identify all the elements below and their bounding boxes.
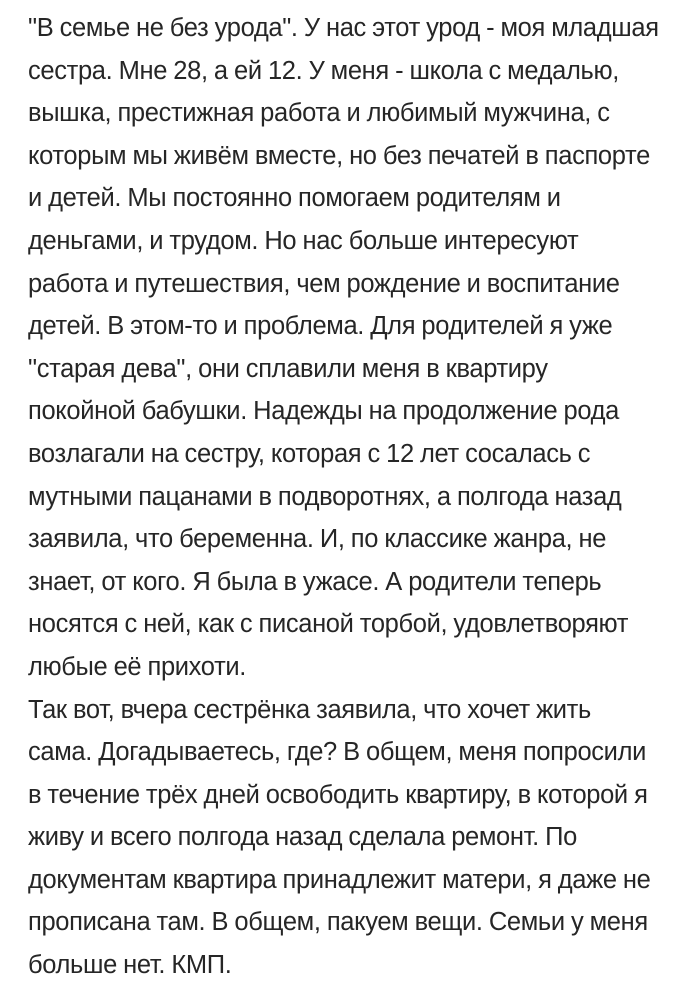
text-line: которым мы живём вместе, но без печатей в паспорте	[28, 141, 650, 170]
text-line: документам квартира принадлежит матери, я даже не	[28, 865, 651, 894]
text-line: заявила, что беременна. И, по классике жанра, не	[28, 525, 607, 554]
text-line: больше нет. КМП.	[28, 951, 232, 980]
text-line: и детей. Мы постоянно помогаем родителям и	[28, 184, 561, 213]
text-line: покойной бабушки. Надежды на продолжение рода	[28, 397, 619, 426]
post-text	[28, 7, 688, 987]
text-line: работа и путешествия, чем рождение и воспитание	[28, 269, 620, 298]
text-line: сама. Догадываетесь, где? В общем, меня попросили	[28, 738, 646, 767]
text-line: в течение трёх дней освободить квартиру, в которой я	[28, 780, 648, 809]
text-line: любые её прихоти.	[28, 652, 247, 681]
text-line: знает, от кого. Я была в ужасе. А родители теперь	[28, 567, 602, 596]
text-line: детей. В этом-то и проблема. Для родителей я уже	[28, 312, 613, 341]
text-line: "старая дева", они сплавили меня в квартиру	[28, 354, 548, 383]
text-line: вышка, престижная работа и любимый мужчина, с	[28, 99, 610, 128]
text-line: носятся с ней, как с писаной торбой, удовлетворяют	[28, 610, 629, 639]
text-line: прописана там. В общем, пакуем вещи. Семьи у меня	[28, 908, 648, 937]
text-line: Так вот, вчера сестрёнка заявила, что хочет жить	[28, 695, 591, 724]
text-line: живу и всего полгода назад сделала ремонт. По	[28, 823, 577, 852]
text-line: "В семье не без урода". У нас этот урод - моя младшая	[28, 14, 659, 42]
text-line: сестра. Мне 28, а ей 12. У меня - школа с медалью,	[28, 56, 619, 85]
text-line: возлагали на сестру, которая с 12 лет сосалась с	[28, 439, 591, 468]
text-line: деньгами, и трудом. Но нас больше интересуют	[28, 226, 579, 255]
text-line: мутными пацанами в подворотнях, а полгода назад	[28, 482, 622, 511]
